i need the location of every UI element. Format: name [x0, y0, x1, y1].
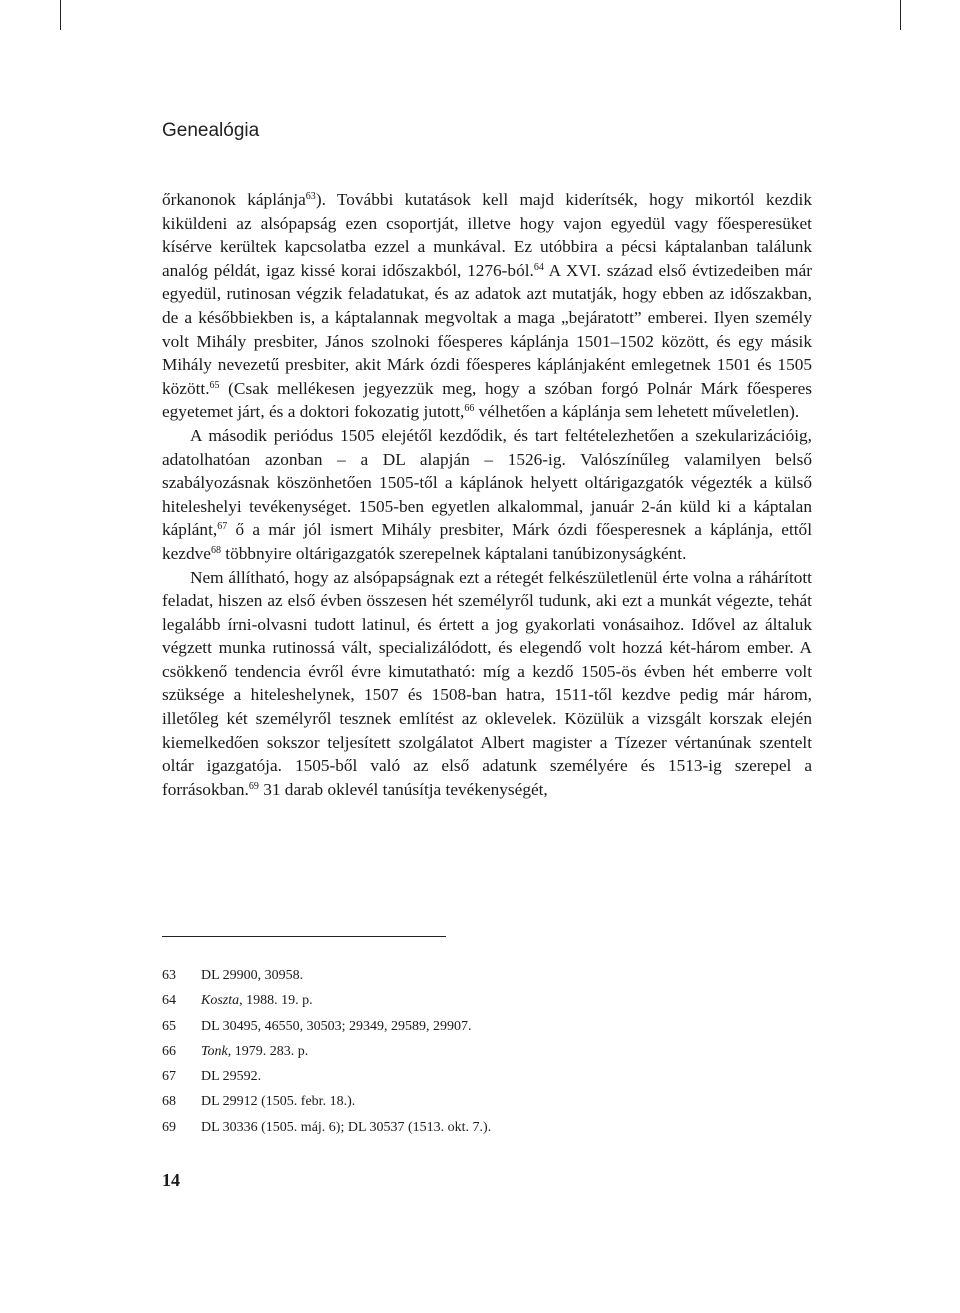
- paragraph: [162, 566, 812, 802]
- paragraph: [162, 188, 812, 424]
- page-number: 14: [162, 1170, 180, 1190]
- footnote-number: 63: [162, 968, 176, 983]
- footnote-text: [201, 1069, 261, 1084]
- crop-mark-left: [60, 0, 61, 30]
- footnote: [162, 1092, 812, 1117]
- footnote-text: [201, 1094, 355, 1109]
- text-run: ). További kutatások kell majd kiderítsék, hogy mikortól kezdik kiküldeni az alsópapság ezen csoportját, illetve hogy vajon egyedül vagy főesperesüket kísérve kerültek kapcsolatba ezzel a munkával. Ez utóbbira a pécsi káptalanban találunk analóg példát, igaz kissé korai időszakból, 1276-ból.: [162, 190, 813, 280]
- footnote-text: [201, 1044, 308, 1059]
- text-run: (Csak mellékesen jegyezzük meg, hogy a szóban forgó Polnár Márk főesperes egyetemet járt, és a doktori fokozatig jutott,: [162, 378, 812, 422]
- footnote-separator: [162, 936, 446, 937]
- footnote-text: [201, 993, 313, 1008]
- text-run: A második periódus 1505 elejétől kezdődik, és tart feltételezhetően a szekularizációig, adatolhatóan azonban – a DL alapján – 1526-ig. Valószínűleg valamilyen belső szabályozásnak köszönhetően 1505-től a káplánok helyett oltárigazgatók végezték a külső hiteleshelyi tevékenységet. 1505-ben egyetlen alkalommal, január 2-án küld ki a káptalan káplánt,: [162, 425, 812, 540]
- text-run: , 1988. 19. p.: [239, 993, 313, 1009]
- text-run: DL 29592.: [201, 1069, 262, 1085]
- text-run: A XVI. század első évtizedeiben már egyedül, rutinosan végzik feladatukat, és az adatok azt mutatják, hogy ebben az időszakban, de a későbbiekben is, a káptalannak megvoltak a maga „bejáratott” emberei. Ilyen személy volt Mihály presbiter, János szolnoki főesperes káplánja 1501–1502 között, és egy másik Mihály nevezetű presbiter, akit Márk ózdi főesperes káplánjaként emlegetnek 1501 és 1505 között.: [162, 260, 812, 398]
- footnote-reference: 67: [217, 521, 228, 533]
- text-run: DL 29900, 30958.: [201, 968, 304, 983]
- footnote: [162, 1118, 812, 1143]
- footnote-text: [201, 1019, 472, 1034]
- footnote-reference: 66: [464, 403, 475, 415]
- footnote: [162, 991, 812, 1016]
- footnote-number: 68: [162, 1094, 176, 1110]
- text-run: ő a már jól ismert Mihály presbiter, Márk ózdi főesperesnek a káplánja, ettől kezdve: [162, 520, 812, 563]
- text-run: DL 30336 (1505. máj. 6); DL 30537 (1513. okt. 7.).: [201, 1119, 492, 1135]
- paragraph: [162, 424, 812, 566]
- footnote-reference: 63: [305, 190, 316, 202]
- footnote-text: [201, 968, 303, 983]
- footnotes: [162, 966, 812, 1143]
- footnote-reference: 64: [533, 261, 544, 273]
- footnote-reference: 68: [210, 544, 221, 556]
- text-run: Nem állítható, hogy az alsópapságnak ezt a rétegét felkészületlenül érte volna a ráhárított feladat, hiszen az első évben összesen hét személyről tudunk, aki ezt a munkát végezte, tehát legalább írni-olvasni tudott latinul, és értett a jog gyakorlati vonásaihoz. Idővel az általuk végzett munka rutinossá vált, specializálódott, és elegendő volt hozzá két-három ember. A csökkenő tendencia évről évre kimutatható: míg a kezdő 1505-ös évben hét emberre volt szüksége a hiteleshelynek, 1507 és 1508-ban hatra, 1511-től kezdve pedig már három, illetőleg két személyről tesznek említést az oklevelek. Közülük a vizsgált korszak elején kiemelkedően sokszor teljesített szolgálatot Albert magister a Tízezer vértanúnak szentelt oltár igazgatója. 1505-ből való az első adatunk személyére és 1513-ig szerepel a forrásokban.: [162, 567, 812, 799]
- text-run: DL 29912 (1505. febr. 18.).: [201, 1094, 356, 1110]
- running-head: Genealógia: [162, 120, 260, 141]
- text-run: többnyire oltárigazgatók szerepelnek káptalani tanúbizonyságként.: [220, 543, 687, 563]
- footnote-number: 67: [162, 1069, 176, 1085]
- footnote-reference: 69: [248, 780, 259, 792]
- body-text: [162, 188, 812, 801]
- footnote-number: 69: [162, 1119, 176, 1135]
- footnote-text: [201, 1120, 491, 1135]
- footnote-number: 65: [162, 1018, 176, 1034]
- text-run: 31 darab oklevél tanúsítja tevékenységét,: [258, 779, 548, 799]
- footnote: [162, 1017, 812, 1042]
- author-name: Tonk: [201, 1043, 228, 1059]
- footnote-number: 66: [162, 1043, 176, 1059]
- footnote: [162, 1067, 812, 1092]
- text-run: őrkanonok káplánja: [162, 190, 306, 209]
- footnote: [162, 1042, 812, 1067]
- text-run: DL 30495, 46550, 30503; 29349, 29589, 29907.: [201, 1018, 472, 1034]
- footnote: [162, 966, 812, 991]
- author-name: Koszta: [201, 993, 240, 1009]
- crop-mark-right: [900, 0, 901, 30]
- footnote-reference: 65: [209, 379, 220, 391]
- footnote-number: 64: [162, 993, 176, 1009]
- text-run: vélhetően a káplánja sem lehetett műveletlen).: [474, 402, 800, 422]
- text-run: , 1979. 283. p.: [227, 1043, 309, 1059]
